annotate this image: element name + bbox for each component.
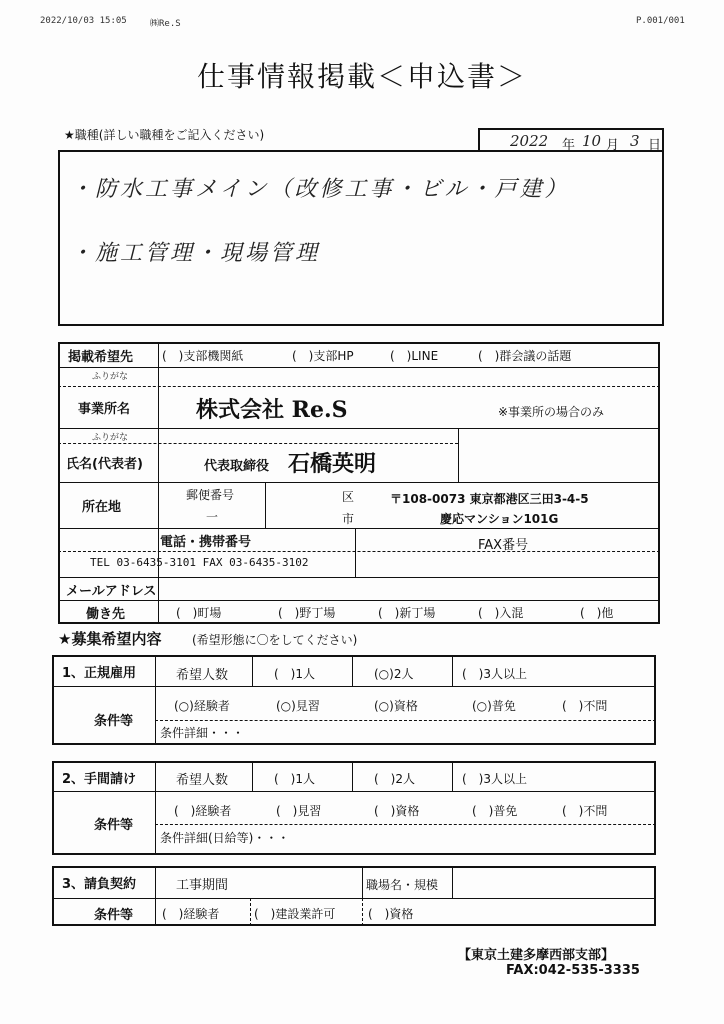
section-1-cond-any[interactable]: ( )不問 [562, 699, 608, 713]
section-2-row [155, 824, 656, 825]
section-2-cell [352, 761, 353, 791]
section-2-cond-drivers[interactable]: ( )普免 [472, 804, 518, 818]
section-3-row [52, 898, 656, 899]
fax-sender: ㈱Re.S [150, 19, 181, 29]
furigana-label: ふりがな [92, 372, 129, 382]
section-2-divider [155, 761, 156, 855]
row-line [58, 367, 660, 368]
section-3-cond-experienced[interactable]: ( )経験者 [162, 907, 220, 921]
phone-divider [355, 528, 356, 577]
page-title: 仕事情報掲載＜申込書＞ [196, 60, 527, 93]
section-2-detail: 条件詳細(日給等)・・・ [160, 831, 290, 845]
workplace-option-irimaze[interactable]: ( )入混 [478, 606, 524, 620]
section-1-row [52, 686, 656, 687]
section-1-label: 1、正規雇用 [62, 666, 137, 681]
section-1-count-2[interactable]: (○)2人 [374, 667, 414, 681]
row-line [58, 443, 458, 444]
section-2-count-1[interactable]: ( )1人 [274, 772, 315, 786]
section-3-cond-license[interactable]: ( )資格 [368, 907, 414, 921]
section-3-cell [452, 866, 453, 898]
recruit-note: (希望形態に〇をしてください) [192, 633, 358, 647]
section-2-cond-label: 条件等 [94, 818, 134, 833]
email-label: メールアドレス [66, 584, 157, 599]
posting-option-line[interactable]: ( )LINE [390, 349, 439, 363]
section-1-cell [352, 655, 353, 686]
address-line-2: 慶応マンション101G [440, 512, 559, 526]
date-month-unit: 月 [606, 138, 620, 153]
row-line [58, 577, 660, 578]
row-line [58, 551, 660, 552]
section-2-label: 2、手間請け [62, 772, 137, 787]
date-year: 2022 [510, 132, 549, 150]
section-1-detail: 条件詳細・・・ [160, 726, 245, 740]
section-2-cond-any[interactable]: ( )不問 [562, 804, 608, 818]
job-type-label: ★職種(詳しい職種をご記入ください) [64, 128, 265, 142]
section-2-cond-trainee[interactable]: ( )見習 [276, 804, 322, 818]
section-3-box [52, 866, 656, 926]
section-1-cond-license[interactable]: (○)資格 [374, 699, 418, 713]
section-1-cond-drivers[interactable]: (○)普免 [472, 699, 516, 713]
row-line [58, 386, 660, 387]
row-line [58, 428, 660, 429]
section-3-cell [362, 866, 363, 898]
phone-label: 電話・携帯番号 [160, 535, 252, 550]
section-2-cell [252, 761, 253, 791]
section-1-row [155, 720, 656, 721]
address-label: 所在地 [82, 500, 122, 515]
recruit-heading: ★募集希望内容 [58, 630, 162, 648]
address-line-1: 〒108-0073 東京都港区三田3-4-5 [390, 492, 589, 506]
fax-datetime: 2022/10/03 15:05 [40, 16, 127, 26]
posting-option-bulletin[interactable]: ( )支部機関紙 [162, 349, 244, 363]
postal-dash: 一 [206, 510, 219, 524]
section-3-cell [250, 898, 251, 926]
workplace-label: 働き先 [86, 607, 126, 622]
section-2-cond-experienced[interactable]: ( )経験者 [174, 804, 232, 818]
name-role: 代表取締役 [204, 459, 270, 474]
workplace-option-machiba[interactable]: ( )町場 [176, 606, 222, 620]
section-3-site-label: 職場名・規模 [366, 878, 439, 892]
section-2-cell [452, 761, 453, 791]
section-1-cell [452, 655, 453, 686]
date-day-unit: 日 [648, 138, 662, 153]
section-2-count-label: 希望人数 [176, 773, 229, 788]
section-3-period-label: 工事期間 [176, 878, 229, 893]
postal-divider [265, 482, 266, 528]
section-2-count-3plus[interactable]: ( )3人以上 [462, 772, 527, 786]
section-2-count-2[interactable]: ( )2人 [374, 772, 415, 786]
section-1-cond-experienced[interactable]: (○)経験者 [174, 699, 230, 713]
footer-fax: FAX:042-535-3335 [506, 963, 640, 978]
workplace-option-other[interactable]: ( )他 [580, 606, 614, 620]
section-1-divider [155, 655, 156, 745]
fax-label: FAX番号 [478, 538, 529, 553]
section-1-count-1[interactable]: ( )1人 [274, 667, 315, 681]
posting-option-hp[interactable]: ( )支部HP [292, 349, 354, 363]
shi-label: 市 [342, 512, 355, 526]
section-2-cond-license[interactable]: ( )資格 [374, 804, 420, 818]
section-3-label: 3、請負契約 [62, 877, 137, 892]
name-divider [458, 428, 459, 482]
posting-label: 掲載希望先 [68, 350, 134, 365]
row-line [58, 482, 660, 483]
phone-value: TEL 03-6435-3101 FAX 03-6435-3102 [90, 556, 309, 569]
workplace-option-nochoba[interactable]: ( )野丁場 [278, 606, 336, 620]
section-1-count-label: 希望人数 [176, 668, 229, 683]
fax-page: P.001/001 [636, 16, 685, 26]
row-line [58, 528, 660, 529]
furigana-label: ふりがな [92, 433, 129, 443]
section-3-cond-construction-permit[interactable]: ( )建設業許可 [254, 907, 336, 921]
name-value: 石橋英明 [288, 451, 377, 477]
ku-label: 区 [342, 490, 355, 504]
date-day: 3 [630, 132, 640, 150]
name-label: 氏名(代表者) [66, 457, 143, 472]
section-3-cond-label: 条件等 [94, 908, 134, 923]
section-1-cond-label: 条件等 [94, 714, 134, 729]
section-1-cond-trainee[interactable]: (○)見習 [276, 699, 320, 713]
footer-org: 【東京土建多摩西部支部】 [458, 948, 615, 963]
job-type-line-1: ・防水工事メイン（改修工事・ビル・戸建） [70, 177, 570, 202]
date-year-unit: 年 [562, 138, 576, 153]
business-note: ※事業所の場合のみ [498, 405, 605, 419]
section-3-cell [362, 898, 363, 926]
posting-option-meeting[interactable]: ( )群会議の話題 [478, 349, 572, 363]
date-month: 10 [582, 132, 602, 150]
section-2-row [52, 791, 656, 792]
section-1-cell [252, 655, 253, 686]
business-label: 事業所名 [78, 402, 131, 417]
postal-label: 郵便番号 [186, 488, 235, 502]
job-type-line-2: ・施工管理・現場管理 [70, 241, 321, 266]
row-line [58, 600, 660, 601]
label-col-divider [158, 342, 159, 624]
workplace-option-shinchoba[interactable]: ( )新丁場 [378, 606, 436, 620]
section-3-divider [155, 866, 156, 926]
business-name: 株式会社 Re.S [196, 397, 348, 423]
section-1-count-3plus[interactable]: ( )3人以上 [462, 667, 527, 681]
